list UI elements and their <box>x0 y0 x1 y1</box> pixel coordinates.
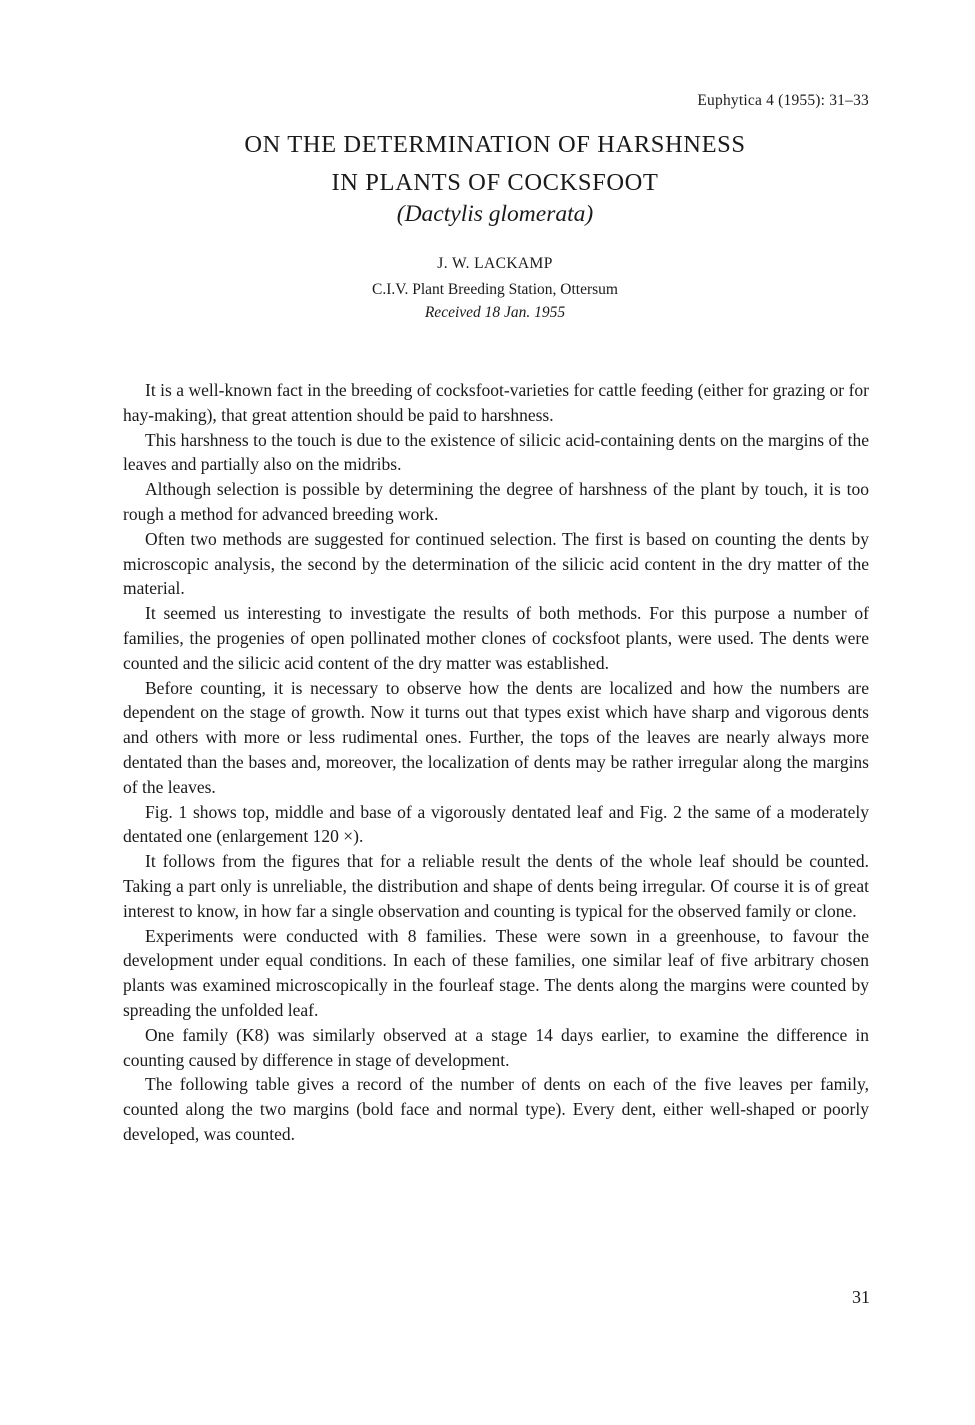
author: J. W. LACKAMP <box>437 255 553 272</box>
paragraph: Before counting, it is necessary to observe how the dents are localized and how the numbers are dependent on the stage of growth. Now it turns out that types exist which have sharp and vigorous dents and others with more or less rudimental ones. Further, the tops of the leaves are nearly always more dentated than the bases and, moreover, the localization of dents may be rather irregular along the margins of the leaves. <box>123 677 869 797</box>
paragraph: Fig. 1 shows top, middle and base of a vigorously dentated leaf and Fig. 2 the same of a moderately dentated one (enlargement 120 ×). <box>123 801 869 847</box>
paragraph: One family (K8) was similarly observed at a stage 14 days earlier, to examine the difference in counting caused by difference in stage of development. <box>123 1024 869 1070</box>
paragraph: The following table gives a record of the number of dents on each of the five leaves per family, counted along the two margins (bold face and normal type). Every dent, either well-shaped or poorly developed, was counted. <box>123 1074 869 1144</box>
running-head: Euphytica 4 (1955): 31–33 <box>697 92 869 109</box>
title-line-1: ON THE DETERMINATION OF HARSHNESS <box>244 131 746 158</box>
affiliation: C.I.V. Plant Breeding Station, Ottersum <box>372 281 618 298</box>
paragraph: Experiments were conducted with 8 families. These were sown in a greenhouse, to favour the development under equal conditions. In each of these families, one similar leaf of five arbitrary chosen plants was examined microscopically in the fourleaf stage. The dents along the margins were counted by spreading the unfolded leaf. <box>123 925 869 1020</box>
paragraph: This harshness to the touch is due to the existence of silicic acid-containing dents on the margins of the leaves and partially also on the midribs. <box>123 429 869 475</box>
received-date: Received 18 Jan. 1955 <box>424 304 566 321</box>
paragraph: Often two methods are suggested for continued selection. The first is based on counting the dents by microscopic analysis, the second by the determination of the silicic acid content in the dry matter of the material. <box>123 528 869 599</box>
article-subtitle: (Dactylis glomerata) <box>396 201 594 227</box>
article-title <box>0 126 975 202</box>
article-body <box>123 378 869 1147</box>
paragraph: It seemed us interesting to investigate the results of both methods. For this purpose a number of families, the progenies of open pollinated mother clones of cocksfoot plants, were used. The dents were counted and the silicic acid content of the dry matter was established. <box>123 603 869 673</box>
page-number: 31 <box>852 1287 870 1307</box>
paragraph: Although selection is possible by determining the degree of harshness of the plant by touch, it is too rough a method for advanced breeding work. <box>123 479 869 524</box>
paragraph: It follows from the figures that for a reliable result the dents of the whole leaf should be counted. Taking a part only is unreliable, the distribution and shape of dents being irregular. Of course it is of great interest to know, in how far a single observation and counting is typical for the observed family or clone. <box>123 851 869 921</box>
paragraph: It is a well-known fact in the breeding of cocksfoot-varieties for cattle feeding (either for grazing or for hay-making), that great attention should be paid to harshness. <box>123 380 869 425</box>
title-line-2: IN PLANTS OF COCKSFOOT <box>331 169 659 196</box>
